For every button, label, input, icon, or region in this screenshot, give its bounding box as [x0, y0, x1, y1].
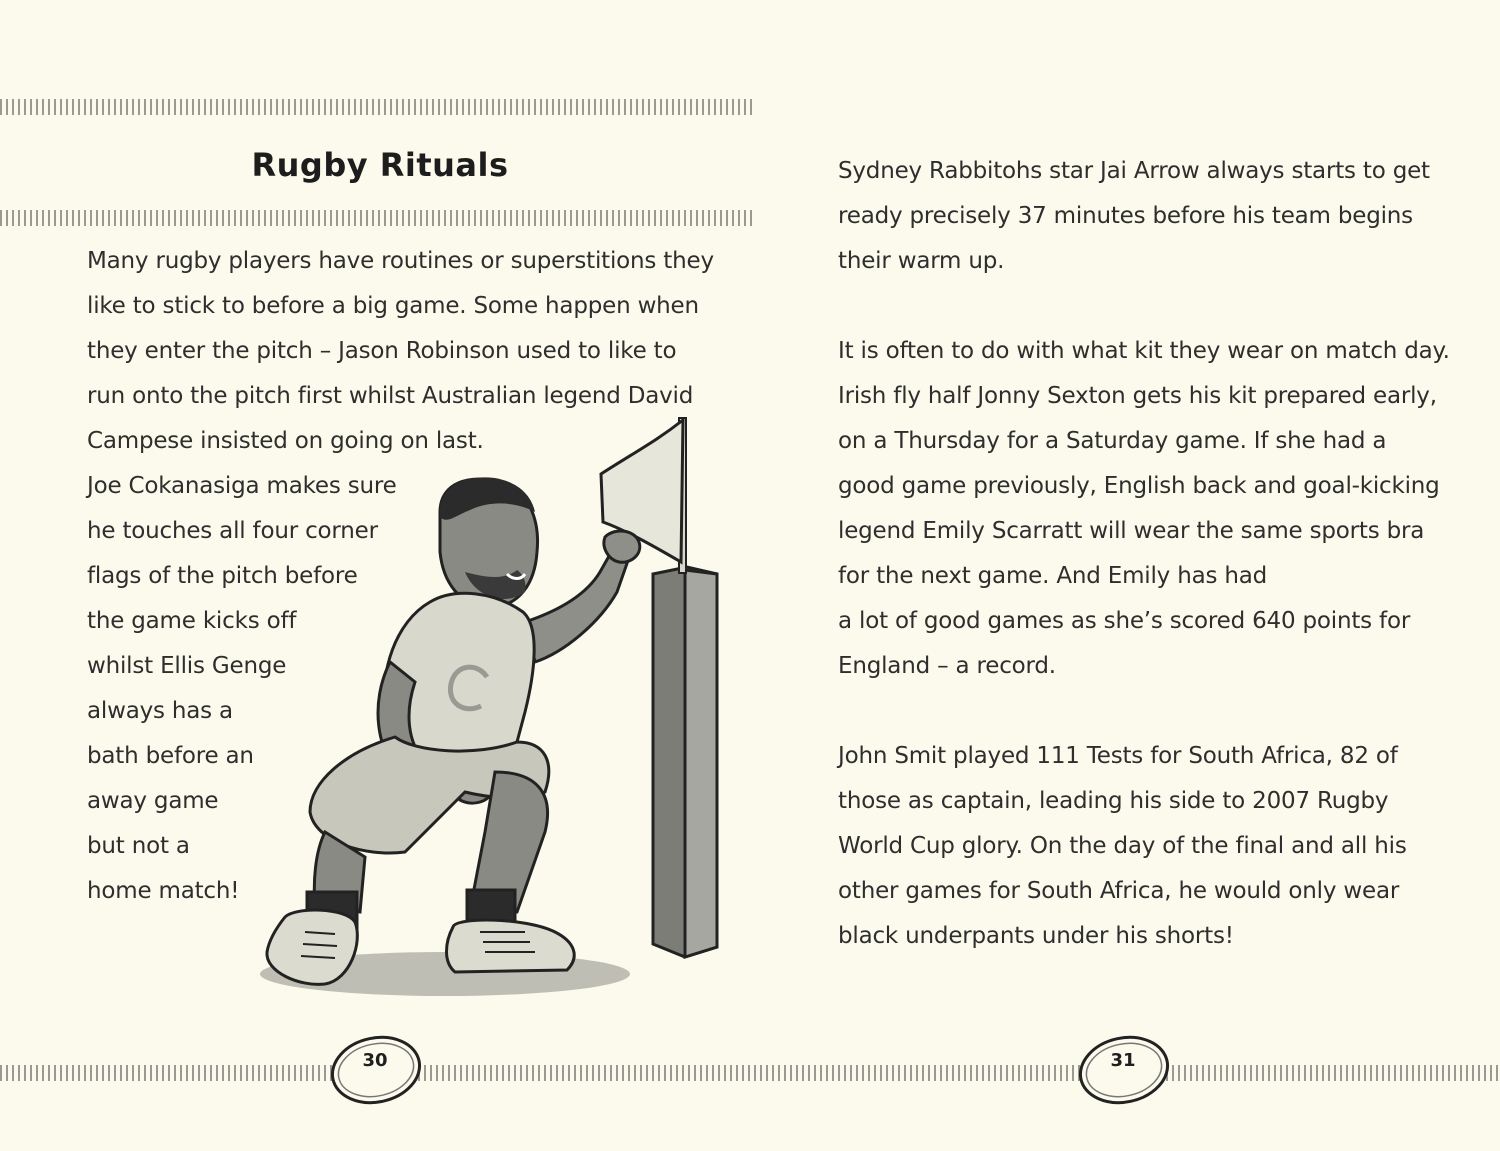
text-line: legend Emily Scarratt will wear the same sports bra — [838, 518, 1425, 544]
top-rule — [0, 99, 752, 115]
page-number: 31 — [1110, 1050, 1136, 1071]
text-line: run onto the pitch first whilst Australian legend David — [87, 383, 694, 409]
title-rule — [0, 210, 752, 226]
corner-post — [653, 567, 717, 957]
text-line: Campese insisted on going on last. — [87, 428, 484, 454]
text-line: It is often to do with what kit they wear on match day. — [838, 338, 1450, 364]
text-line: flags of the pitch before — [87, 563, 358, 589]
bottom-rule-middle — [412, 1065, 1082, 1081]
text-line: bath before an — [87, 743, 254, 769]
text-line: always has a — [87, 698, 233, 724]
text-line: black underpants under his shorts! — [838, 923, 1234, 949]
text-line: other games for South Africa, he would only wear — [838, 878, 1400, 904]
bottom-rule-right — [1166, 1065, 1500, 1081]
text-line: good game previously, English back and goal-kicking — [838, 473, 1440, 499]
text-line: the game kicks off — [87, 608, 297, 634]
text-line: Joe Cokanasiga makes sure — [87, 473, 397, 499]
text-line: World Cup glory. On the day of the final and all his — [838, 833, 1407, 859]
text-line: those as captain, leading his side to 2007 Rugby — [838, 788, 1389, 814]
text-line: for the next game. And Emily has had — [838, 563, 1268, 589]
text-line: their warm up. — [838, 248, 1005, 274]
text-line: Sydney Rabbitohs star Jai Arrow always starts to get — [838, 158, 1430, 184]
player-head — [440, 477, 538, 607]
bottom-rule-left — [0, 1065, 340, 1081]
text-line: whilst Ellis Genge — [87, 653, 287, 679]
text-line: but not a — [87, 833, 190, 859]
text-line: a lot of good games as she’s scored 640 points for — [838, 608, 1411, 634]
page-number-ball-right — [1076, 1030, 1172, 1110]
text-line: Irish fly half Jonny Sexton gets his kit prepared early, — [838, 383, 1437, 409]
text-line: he touches all four corner — [87, 518, 378, 544]
page-number-ball-left — [328, 1030, 424, 1110]
text-line: ready precisely 37 minutes before his team begins — [838, 203, 1413, 229]
text-line: they enter the pitch – Jason Robinson used to like to — [87, 338, 677, 364]
text-line: Many rugby players have routines or superstitions they — [87, 248, 714, 274]
text-line: home match! — [87, 878, 240, 904]
text-line: away game — [87, 788, 219, 814]
text-line: John Smit played 111 Tests for South Africa, 82 of — [838, 743, 1398, 769]
page-number: 30 — [362, 1050, 388, 1071]
rugby-player-illustration — [255, 412, 735, 1002]
text-line: England – a record. — [838, 653, 1056, 679]
page-title: Rugby Rituals — [251, 146, 509, 184]
text-line: like to stick to before a big game. Some happen when — [87, 293, 699, 319]
text-line: on a Thursday for a Saturday game. If she had a — [838, 428, 1387, 454]
